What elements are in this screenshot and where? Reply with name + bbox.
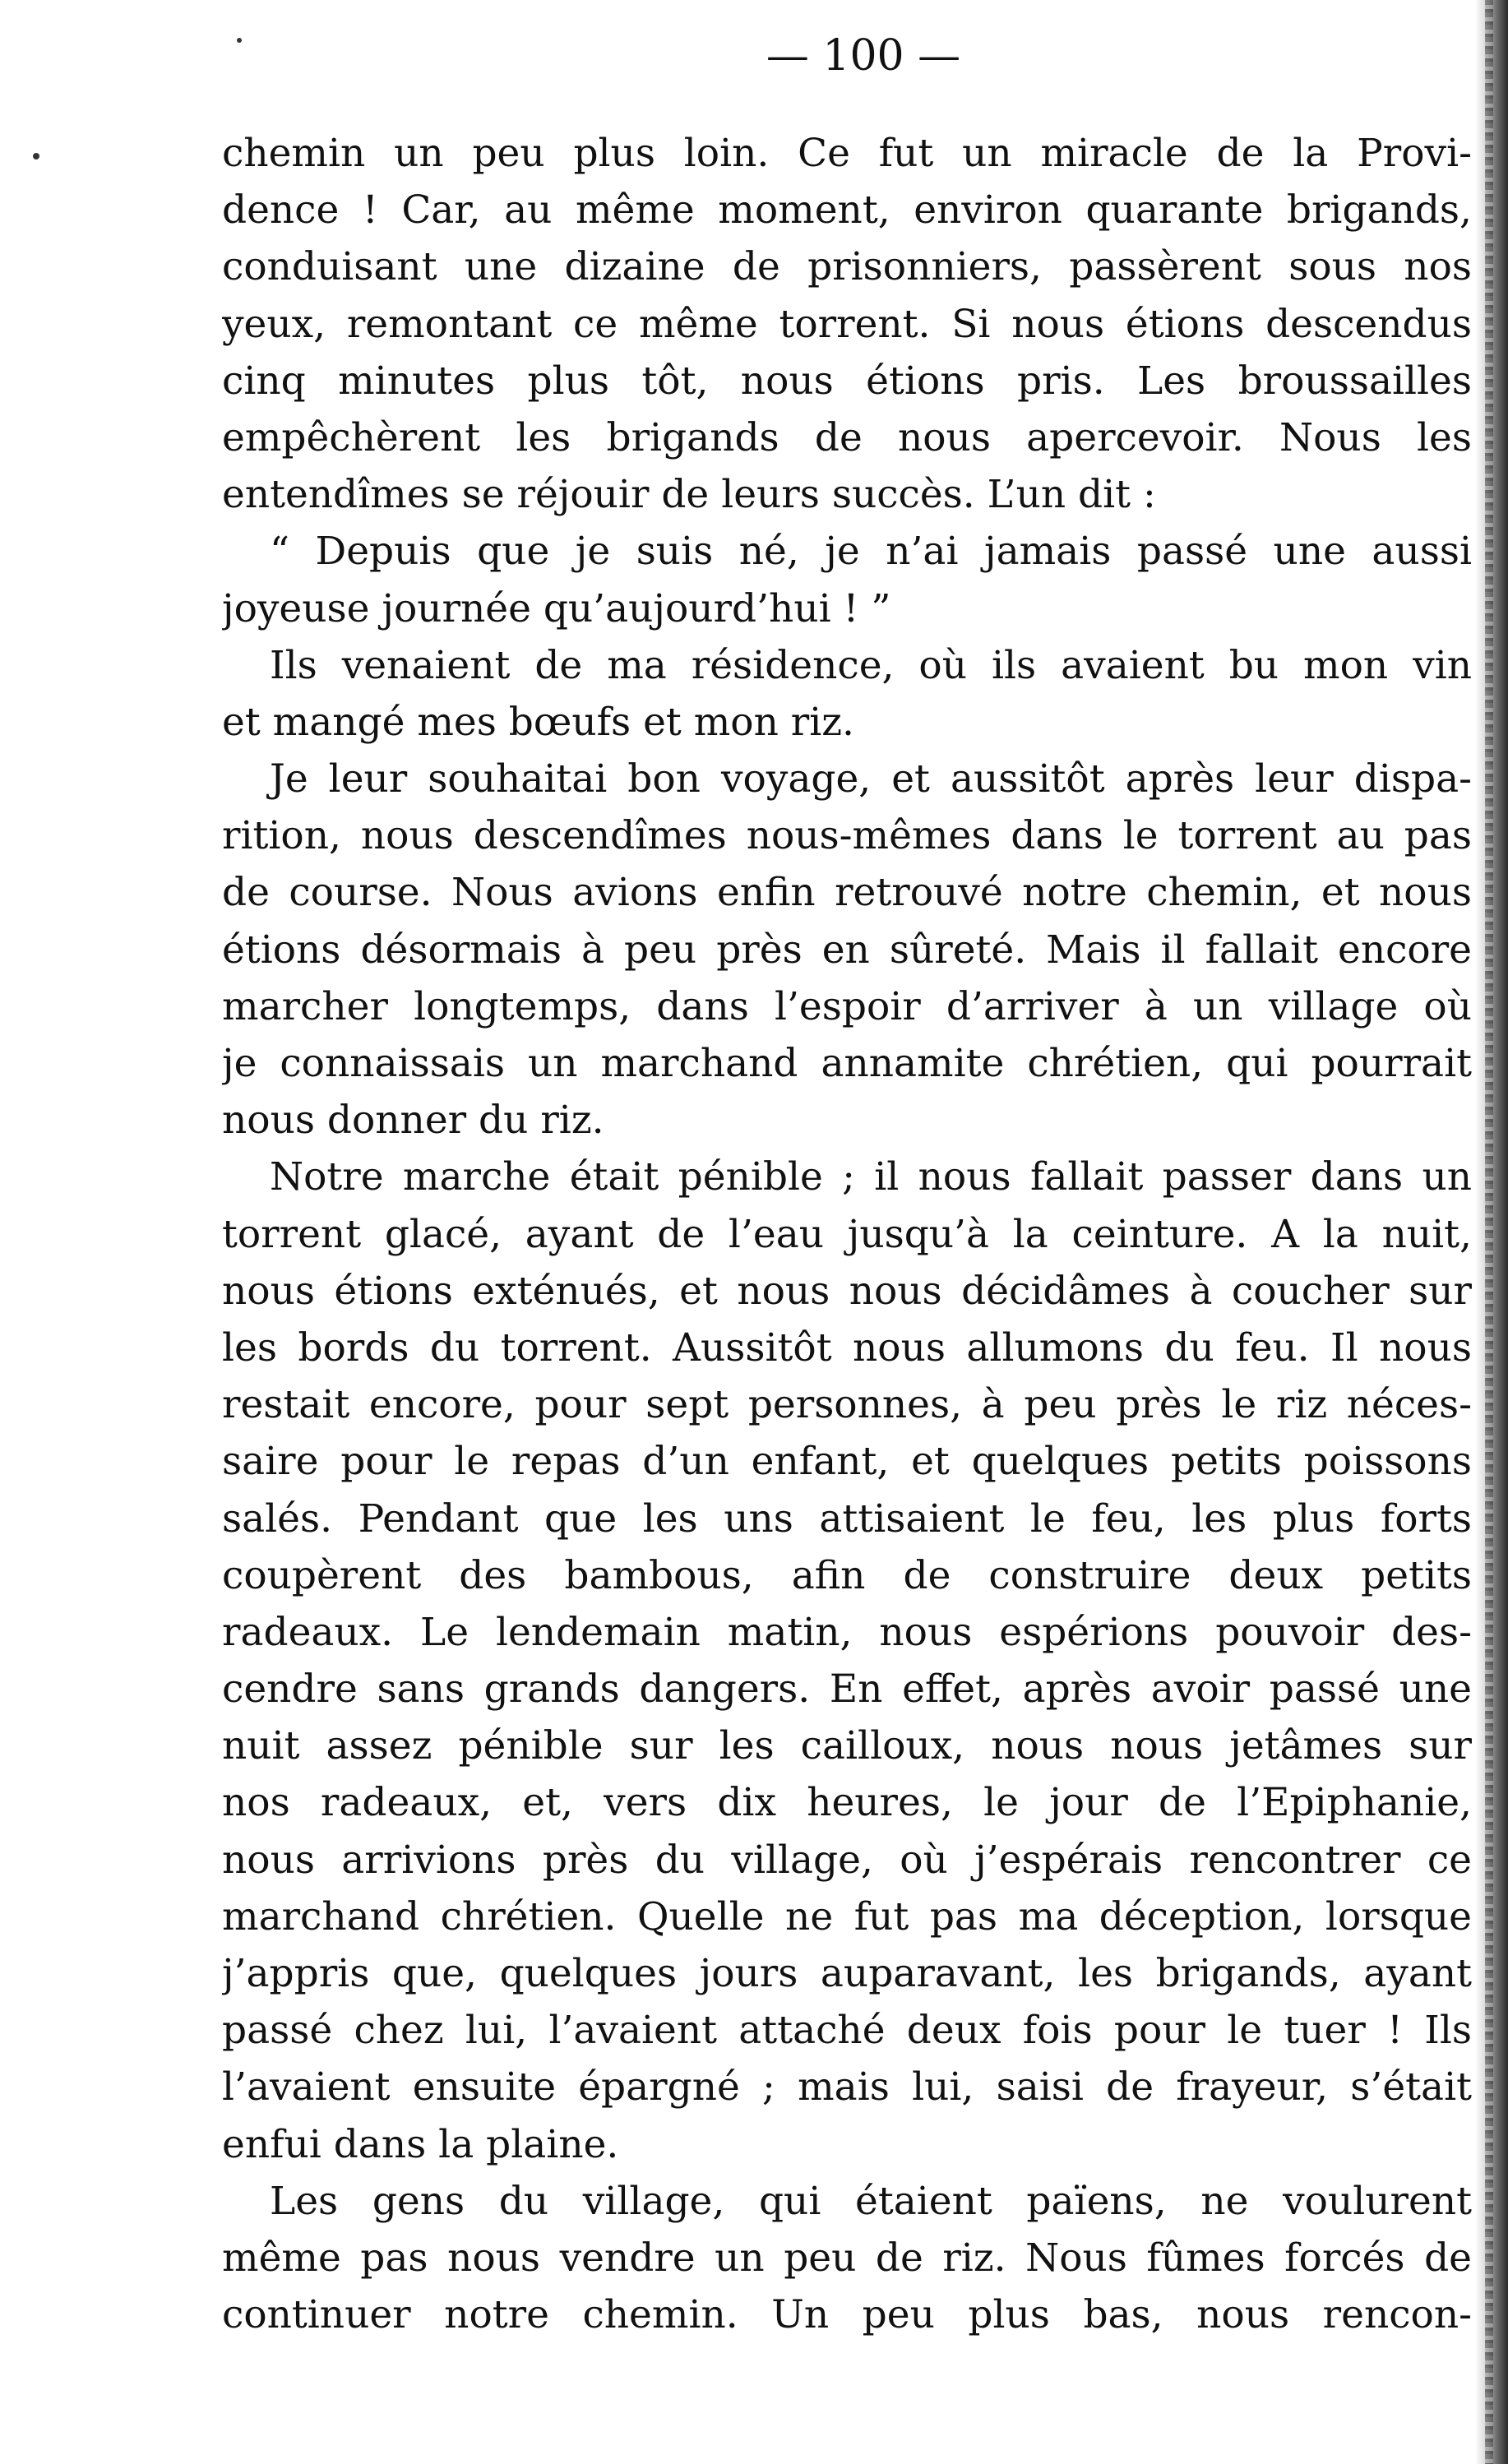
text-line: les bords du torrent. Aussitôt nous allumons du feu. Il nous — [222, 1324, 1472, 1371]
text-line: j’appris que, quelques jours auparavant, les brigands, ayant — [222, 1951, 1472, 1996]
page-number: — 100 — — [766, 31, 961, 81]
text-line: passé chez lui, l’avaient attaché deux fois pour le tuer ! Ils — [222, 2008, 1472, 2054]
text-line: restait encore, pour sept personnes, à peu près le riz néces- — [222, 1382, 1472, 1428]
text-line: nos radeaux, et, vers dix heures, le jour de l’Epiphanie, — [222, 1780, 1472, 1826]
text-line: Les gens du village, qui étaient païens, ne voulurent — [270, 2178, 1472, 2224]
text-line: de course. Nous avions enfin retrouvé notre chemin, et nous — [222, 870, 1472, 916]
text-line: Je leur souhaitai bon voyage, et aussitôt après leur dispa- — [270, 756, 1472, 802]
text-line: radeaux. Le lendemain matin, nous espérions pouvoir des- — [222, 1609, 1472, 1655]
text-line: conduisant une dizaine de prisonniers, passèrent sous nos — [222, 244, 1472, 290]
text-line: enfui dans la plaine. — [222, 2121, 619, 2167]
text-line: saire pour le repas d’un enfant, et quelques petits poissons — [222, 1439, 1472, 1485]
text-line: continuer notre chemin. Un peu plus bas, nous rencon- — [222, 2292, 1472, 2338]
text-line: et mangé mes bœufs et mon riz. — [222, 699, 854, 745]
text-line: étions désormais à peu près en sûreté. Mais il fallait encore — [222, 927, 1472, 973]
text-line: dence ! Car, au même moment, environ quarante brigands, — [222, 187, 1472, 233]
text-line: salés. Pendant que les uns attisaient le feu, les plus forts — [222, 1496, 1472, 1542]
text-line: Ils venaient de ma résidence, où ils avaient bu mon vin — [270, 642, 1472, 688]
text-line: entendîmes se réjouir de leurs succès. L’un dit : — [222, 472, 1156, 518]
text-line: chemin un peu plus loin. Ce fut un miracle de la Provi- — [222, 131, 1472, 176]
text-line: cinq minutes plus tôt, nous étions pris. Les broussailles — [222, 358, 1472, 404]
text-line: nous donner du riz. — [222, 1098, 604, 1144]
text-line: marchand chrétien. Quelle ne fut pas ma déception, lorsque — [222, 1893, 1472, 1939]
text-line: marcher longtemps, dans l’espoir d’arriver à un village où — [222, 983, 1472, 1029]
text-line: nous étions exténués, et nous nous décidâmes à coucher sur — [222, 1268, 1472, 1314]
text-line: nuit assez pénible sur les cailloux, nous nous jetâmes sur — [222, 1723, 1472, 1769]
margin-speck — [33, 153, 39, 159]
body-text — [222, 125, 1472, 2343]
text-line: nous arrivions près du village, où j’espérais rencontrer ce — [222, 1837, 1472, 1883]
text-line: je connaissais un marchand annamite chrétien, qui pourrait — [222, 1041, 1472, 1086]
text-line: yeux, remontant ce même torrent. Si nous étions descendus — [222, 301, 1472, 347]
binding-edge-speckle — [1485, 0, 1493, 2464]
text-line: rition, nous descendîmes nous-mêmes dans le torrent au pas — [222, 813, 1472, 859]
text-line: joyeuse journée qu’aujourd’hui ! ” — [222, 585, 891, 631]
text-line: cendre sans grands dangers. En effet, après avoir passé une — [222, 1667, 1472, 1713]
text-line: empêchèrent les brigands de nous apercevoir. Nous les — [222, 414, 1472, 460]
text-line: même pas nous vendre un peu de riz. Nous fûmes forcés de — [222, 2235, 1472, 2281]
text-line: “ Depuis que je suis né, je n’ai jamais passé une aussi — [270, 529, 1472, 575]
text-line: coupèrent des bambous, afin de construire deux petits — [222, 1552, 1472, 1598]
text-line: Notre marche était pénible ; il nous fallait passer dans un — [270, 1154, 1472, 1200]
text-line: torrent glacé, ayant de l’eau jusqu’à la ceinture. A la nuit, — [222, 1211, 1472, 1257]
text-line: l’avaient ensuite épargné ; mais lui, saisi de frayeur, s’était — [222, 2064, 1472, 2110]
